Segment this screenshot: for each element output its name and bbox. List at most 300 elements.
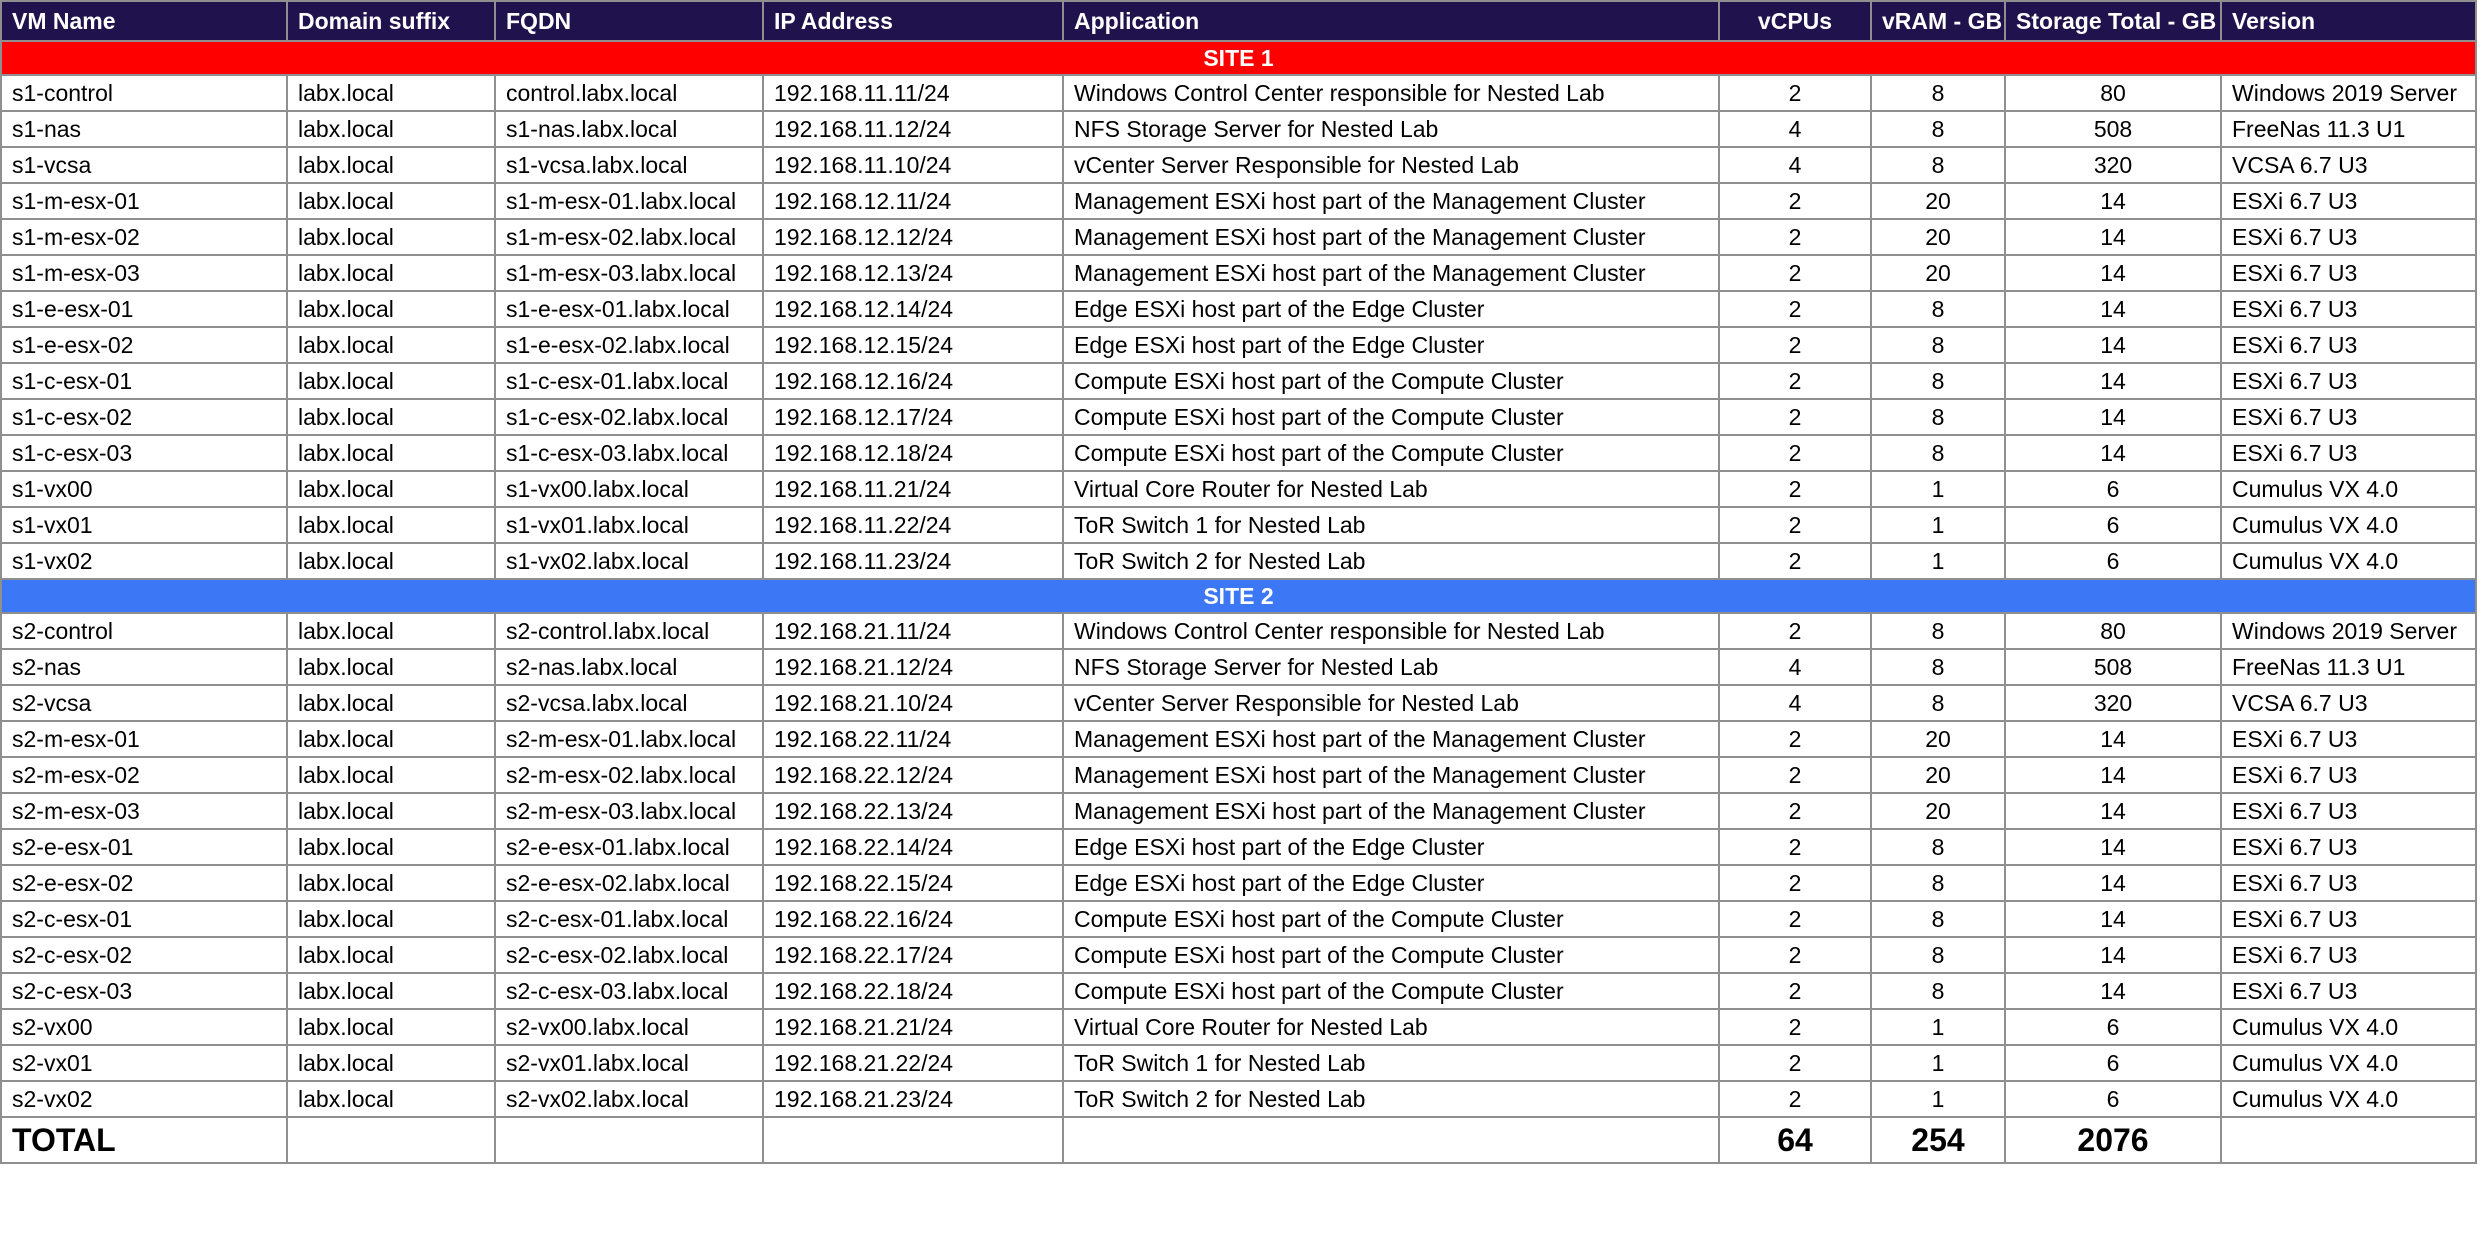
total-empty-cell[interactable] bbox=[495, 1117, 763, 1163]
cell-application[interactable]: Management ESXi host part of the Management Cluster bbox=[1063, 721, 1719, 757]
total-empty-cell[interactable] bbox=[287, 1117, 495, 1163]
cell-vm-name[interactable]: s2-control bbox=[1, 613, 287, 649]
cell-version[interactable]: Cumulus VX 4.0 bbox=[2221, 1081, 2476, 1117]
cell-storage[interactable]: 14 bbox=[2005, 255, 2221, 291]
cell-domain-suffix[interactable]: labx.local bbox=[287, 399, 495, 435]
cell-vm-name[interactable]: s2-c-esx-03 bbox=[1, 973, 287, 1009]
cell-domain-suffix[interactable]: labx.local bbox=[287, 829, 495, 865]
cell-version[interactable]: ESXi 6.7 U3 bbox=[2221, 973, 2476, 1009]
cell-vram[interactable]: 1 bbox=[1871, 543, 2005, 579]
cell-ip-address[interactable]: 192.168.11.23/24 bbox=[763, 543, 1063, 579]
cell-storage[interactable]: 80 bbox=[2005, 613, 2221, 649]
cell-fqdn[interactable]: s1-m-esx-01.labx.local bbox=[495, 183, 763, 219]
cell-domain-suffix[interactable]: labx.local bbox=[287, 901, 495, 937]
cell-vm-name[interactable]: s1-e-esx-01 bbox=[1, 291, 287, 327]
cell-vcpus[interactable]: 2 bbox=[1719, 973, 1871, 1009]
total-label[interactable]: TOTAL bbox=[1, 1117, 287, 1163]
cell-version[interactable]: ESXi 6.7 U3 bbox=[2221, 255, 2476, 291]
cell-storage[interactable]: 14 bbox=[2005, 219, 2221, 255]
cell-domain-suffix[interactable]: labx.local bbox=[287, 685, 495, 721]
col-header-application[interactable]: Application bbox=[1063, 1, 1719, 41]
col-header-storage[interactable]: Storage Total - GB bbox=[2005, 1, 2221, 41]
cell-storage[interactable]: 14 bbox=[2005, 291, 2221, 327]
cell-ip-address[interactable]: 192.168.12.11/24 bbox=[763, 183, 1063, 219]
cell-fqdn[interactable]: s1-m-esx-03.labx.local bbox=[495, 255, 763, 291]
cell-storage[interactable]: 14 bbox=[2005, 901, 2221, 937]
cell-vcpus[interactable]: 2 bbox=[1719, 829, 1871, 865]
cell-domain-suffix[interactable]: labx.local bbox=[287, 363, 495, 399]
cell-domain-suffix[interactable]: labx.local bbox=[287, 75, 495, 111]
cell-version[interactable]: Cumulus VX 4.0 bbox=[2221, 1009, 2476, 1045]
cell-domain-suffix[interactable]: labx.local bbox=[287, 435, 495, 471]
table-row bbox=[1, 111, 2476, 147]
cell-vram[interactable]: 8 bbox=[1871, 901, 2005, 937]
cell-vm-name[interactable]: s1-e-esx-02 bbox=[1, 327, 287, 363]
table-row bbox=[1, 937, 2476, 973]
cell-vram[interactable]: 8 bbox=[1871, 75, 2005, 111]
table-row bbox=[1, 183, 2476, 219]
col-header-fqdn[interactable]: FQDN bbox=[495, 1, 763, 41]
cell-domain-suffix[interactable]: labx.local bbox=[287, 973, 495, 1009]
cell-vm-name[interactable]: s2-e-esx-02 bbox=[1, 865, 287, 901]
cell-vm-name[interactable]: s2-e-esx-01 bbox=[1, 829, 287, 865]
cell-domain-suffix[interactable]: labx.local bbox=[287, 1045, 495, 1081]
cell-ip-address[interactable]: 192.168.12.17/24 bbox=[763, 399, 1063, 435]
cell-domain-suffix[interactable]: labx.local bbox=[287, 111, 495, 147]
total-empty-cell[interactable] bbox=[2221, 1117, 2476, 1163]
cell-ip-address[interactable]: 192.168.21.21/24 bbox=[763, 1009, 1063, 1045]
cell-application[interactable]: Compute ESXi host part of the Compute Cluster bbox=[1063, 435, 1719, 471]
cell-vcpus[interactable]: 4 bbox=[1719, 685, 1871, 721]
cell-fqdn[interactable]: s1-nas.labx.local bbox=[495, 111, 763, 147]
col-header-vm-name[interactable]: VM Name bbox=[1, 1, 287, 41]
cell-version[interactable]: FreeNas 11.3 U1 bbox=[2221, 111, 2476, 147]
cell-vram[interactable]: 20 bbox=[1871, 219, 2005, 255]
cell-version[interactable]: ESXi 6.7 U3 bbox=[2221, 327, 2476, 363]
cell-version[interactable]: ESXi 6.7 U3 bbox=[2221, 865, 2476, 901]
cell-vm-name[interactable]: s2-m-esx-01 bbox=[1, 721, 287, 757]
cell-application[interactable]: Windows Control Center responsible for Nested Lab bbox=[1063, 75, 1719, 111]
table-row bbox=[1, 829, 2476, 865]
cell-vcpus[interactable]: 2 bbox=[1719, 471, 1871, 507]
cell-fqdn[interactable]: s2-c-esx-01.labx.local bbox=[495, 901, 763, 937]
cell-version[interactable]: VCSA 6.7 U3 bbox=[2221, 147, 2476, 183]
cell-vm-name[interactable]: s2-m-esx-02 bbox=[1, 757, 287, 793]
cell-fqdn[interactable]: s2-m-esx-03.labx.local bbox=[495, 793, 763, 829]
cell-version[interactable]: ESXi 6.7 U3 bbox=[2221, 721, 2476, 757]
cell-vcpus[interactable]: 2 bbox=[1719, 291, 1871, 327]
cell-vcpus[interactable]: 2 bbox=[1719, 327, 1871, 363]
cell-domain-suffix[interactable]: labx.local bbox=[287, 471, 495, 507]
site-banner-row bbox=[1, 579, 2476, 613]
cell-vm-name[interactable]: s2-c-esx-01 bbox=[1, 901, 287, 937]
cell-vm-name[interactable]: s2-nas bbox=[1, 649, 287, 685]
cell-application[interactable]: Windows Control Center responsible for Nested Lab bbox=[1063, 613, 1719, 649]
cell-ip-address[interactable]: 192.168.12.15/24 bbox=[763, 327, 1063, 363]
cell-vcpus[interactable]: 2 bbox=[1719, 613, 1871, 649]
cell-domain-suffix[interactable]: labx.local bbox=[287, 937, 495, 973]
cell-application[interactable]: ToR Switch 1 for Nested Lab bbox=[1063, 1045, 1719, 1081]
cell-vm-name[interactable]: s1-vcsa bbox=[1, 147, 287, 183]
cell-storage[interactable]: 6 bbox=[2005, 543, 2221, 579]
cell-domain-suffix[interactable]: labx.local bbox=[287, 865, 495, 901]
cell-fqdn[interactable]: s2-e-esx-02.labx.local bbox=[495, 865, 763, 901]
cell-vm-name[interactable]: s1-vx02 bbox=[1, 543, 287, 579]
cell-vm-name[interactable]: s2-c-esx-02 bbox=[1, 937, 287, 973]
cell-vcpus[interactable]: 2 bbox=[1719, 937, 1871, 973]
cell-storage[interactable]: 14 bbox=[2005, 435, 2221, 471]
cell-application[interactable]: Edge ESXi host part of the Edge Cluster bbox=[1063, 829, 1719, 865]
cell-version[interactable]: Cumulus VX 4.0 bbox=[2221, 1045, 2476, 1081]
cell-version[interactable]: ESXi 6.7 U3 bbox=[2221, 435, 2476, 471]
table-row bbox=[1, 255, 2476, 291]
cell-fqdn[interactable]: s1-e-esx-02.labx.local bbox=[495, 327, 763, 363]
cell-application[interactable]: NFS Storage Server for Nested Lab bbox=[1063, 111, 1719, 147]
cell-fqdn[interactable]: s2-control.labx.local bbox=[495, 613, 763, 649]
cell-storage[interactable]: 14 bbox=[2005, 973, 2221, 1009]
table-row bbox=[1, 649, 2476, 685]
cell-vm-name[interactable]: s1-nas bbox=[1, 111, 287, 147]
col-header-ip-address[interactable]: IP Address bbox=[763, 1, 1063, 41]
cell-vram[interactable]: 1 bbox=[1871, 507, 2005, 543]
cell-application[interactable]: Management ESXi host part of the Management Cluster bbox=[1063, 757, 1719, 793]
cell-vcpus[interactable]: 2 bbox=[1719, 75, 1871, 111]
table-row bbox=[1, 757, 2476, 793]
cell-vm-name[interactable]: s1-c-esx-02 bbox=[1, 399, 287, 435]
cell-domain-suffix[interactable]: labx.local bbox=[287, 255, 495, 291]
cell-application[interactable]: Edge ESXi host part of the Edge Cluster bbox=[1063, 865, 1719, 901]
cell-application[interactable]: ToR Switch 2 for Nested Lab bbox=[1063, 543, 1719, 579]
cell-storage[interactable]: 6 bbox=[2005, 1009, 2221, 1045]
cell-application[interactable]: Management ESXi host part of the Management Cluster bbox=[1063, 255, 1719, 291]
cell-storage[interactable]: 6 bbox=[2005, 471, 2221, 507]
cell-application[interactable]: Compute ESXi host part of the Compute Cluster bbox=[1063, 901, 1719, 937]
cell-application[interactable]: Virtual Core Router for Nested Lab bbox=[1063, 1009, 1719, 1045]
header-row bbox=[1, 1, 2476, 41]
cell-vram[interactable]: 8 bbox=[1871, 435, 2005, 471]
cell-vram[interactable]: 8 bbox=[1871, 829, 2005, 865]
cell-vm-name[interactable]: s1-m-esx-01 bbox=[1, 183, 287, 219]
cell-vram[interactable]: 8 bbox=[1871, 399, 2005, 435]
cell-domain-suffix[interactable]: labx.local bbox=[287, 721, 495, 757]
cell-version[interactable]: Cumulus VX 4.0 bbox=[2221, 543, 2476, 579]
cell-ip-address[interactable]: 192.168.21.10/24 bbox=[763, 685, 1063, 721]
cell-vram[interactable]: 20 bbox=[1871, 757, 2005, 793]
cell-vram[interactable]: 8 bbox=[1871, 613, 2005, 649]
cell-fqdn[interactable]: s1-e-esx-01.labx.local bbox=[495, 291, 763, 327]
cell-vram[interactable]: 20 bbox=[1871, 183, 2005, 219]
cell-domain-suffix[interactable]: labx.local bbox=[287, 793, 495, 829]
cell-vcpus[interactable]: 2 bbox=[1719, 219, 1871, 255]
cell-version[interactable]: ESXi 6.7 U3 bbox=[2221, 937, 2476, 973]
cell-storage[interactable]: 6 bbox=[2005, 507, 2221, 543]
cell-vram[interactable]: 8 bbox=[1871, 865, 2005, 901]
cell-fqdn[interactable]: s2-m-esx-01.labx.local bbox=[495, 721, 763, 757]
cell-domain-suffix[interactable]: labx.local bbox=[287, 1081, 495, 1117]
cell-storage[interactable]: 14 bbox=[2005, 399, 2221, 435]
cell-vcpus[interactable]: 2 bbox=[1719, 901, 1871, 937]
table-row bbox=[1, 75, 2476, 111]
cell-domain-suffix[interactable]: labx.local bbox=[287, 613, 495, 649]
table-row bbox=[1, 327, 2476, 363]
cell-vram[interactable]: 8 bbox=[1871, 685, 2005, 721]
cell-vm-name[interactable]: s2-vx00 bbox=[1, 1009, 287, 1045]
table-row bbox=[1, 399, 2476, 435]
cell-fqdn[interactable]: s1-vcsa.labx.local bbox=[495, 147, 763, 183]
cell-vcpus[interactable]: 2 bbox=[1719, 183, 1871, 219]
table-row bbox=[1, 973, 2476, 1009]
site-banner[interactable]: SITE 1 bbox=[1, 41, 2476, 75]
table-row bbox=[1, 291, 2476, 327]
cell-ip-address[interactable]: 192.168.11.12/24 bbox=[763, 111, 1063, 147]
cell-vm-name[interactable]: s1-vx00 bbox=[1, 471, 287, 507]
cell-ip-address[interactable]: 192.168.11.22/24 bbox=[763, 507, 1063, 543]
cell-vcpus[interactable]: 4 bbox=[1719, 111, 1871, 147]
cell-vcpus[interactable]: 2 bbox=[1719, 255, 1871, 291]
cell-vram[interactable]: 8 bbox=[1871, 147, 2005, 183]
cell-domain-suffix[interactable]: labx.local bbox=[287, 291, 495, 327]
cell-domain-suffix[interactable]: labx.local bbox=[287, 543, 495, 579]
table-row bbox=[1, 793, 2476, 829]
cell-ip-address[interactable]: 192.168.12.13/24 bbox=[763, 255, 1063, 291]
cell-vcpus[interactable]: 2 bbox=[1719, 363, 1871, 399]
cell-vm-name[interactable]: s1-m-esx-02 bbox=[1, 219, 287, 255]
cell-application[interactable]: Compute ESXi host part of the Compute Cluster bbox=[1063, 399, 1719, 435]
cell-vram[interactable]: 8 bbox=[1871, 327, 2005, 363]
table-row bbox=[1, 507, 2476, 543]
cell-application[interactable]: vCenter Server Responsible for Nested Lab bbox=[1063, 147, 1719, 183]
cell-application[interactable]: Virtual Core Router for Nested Lab bbox=[1063, 471, 1719, 507]
cell-storage[interactable]: 320 bbox=[2005, 147, 2221, 183]
cell-vm-name[interactable]: s1-m-esx-03 bbox=[1, 255, 287, 291]
cell-version[interactable]: ESXi 6.7 U3 bbox=[2221, 363, 2476, 399]
cell-fqdn[interactable]: s2-c-esx-02.labx.local bbox=[495, 937, 763, 973]
cell-fqdn[interactable]: s2-c-esx-03.labx.local bbox=[495, 973, 763, 1009]
cell-vm-name[interactable]: s1-c-esx-03 bbox=[1, 435, 287, 471]
cell-vm-name[interactable]: s1-c-esx-01 bbox=[1, 363, 287, 399]
cell-storage[interactable]: 6 bbox=[2005, 1081, 2221, 1117]
cell-vcpus[interactable]: 2 bbox=[1719, 543, 1871, 579]
cell-vcpus[interactable]: 2 bbox=[1719, 721, 1871, 757]
cell-storage[interactable]: 14 bbox=[2005, 865, 2221, 901]
cell-ip-address[interactable]: 192.168.12.18/24 bbox=[763, 435, 1063, 471]
cell-ip-address[interactable]: 192.168.22.14/24 bbox=[763, 829, 1063, 865]
cell-application[interactable]: Management ESXi host part of the Management Cluster bbox=[1063, 793, 1719, 829]
cell-fqdn[interactable]: s1-c-esx-01.labx.local bbox=[495, 363, 763, 399]
cell-version[interactable]: Cumulus VX 4.0 bbox=[2221, 507, 2476, 543]
cell-storage[interactable]: 14 bbox=[2005, 363, 2221, 399]
cell-fqdn[interactable]: control.labx.local bbox=[495, 75, 763, 111]
cell-version[interactable]: FreeNas 11.3 U1 bbox=[2221, 649, 2476, 685]
cell-application[interactable]: Edge ESXi host part of the Edge Cluster bbox=[1063, 327, 1719, 363]
table-row bbox=[1, 543, 2476, 579]
cell-version[interactable]: ESXi 6.7 U3 bbox=[2221, 901, 2476, 937]
cell-ip-address[interactable]: 192.168.22.17/24 bbox=[763, 937, 1063, 973]
cell-vcpus[interactable]: 2 bbox=[1719, 757, 1871, 793]
cell-vcpus[interactable]: 2 bbox=[1719, 399, 1871, 435]
cell-version[interactable]: ESXi 6.7 U3 bbox=[2221, 183, 2476, 219]
cell-domain-suffix[interactable]: labx.local bbox=[287, 507, 495, 543]
cell-vcpus[interactable]: 2 bbox=[1719, 1045, 1871, 1081]
cell-domain-suffix[interactable]: labx.local bbox=[287, 327, 495, 363]
col-header-vcpus[interactable]: vCPUs bbox=[1719, 1, 1871, 41]
cell-vram[interactable]: 20 bbox=[1871, 793, 2005, 829]
cell-ip-address[interactable]: 192.168.21.12/24 bbox=[763, 649, 1063, 685]
cell-vram[interactable]: 20 bbox=[1871, 721, 2005, 757]
cell-vcpus[interactable]: 2 bbox=[1719, 865, 1871, 901]
cell-domain-suffix[interactable]: labx.local bbox=[287, 147, 495, 183]
total-empty-cell[interactable] bbox=[763, 1117, 1063, 1163]
cell-version[interactable]: ESXi 6.7 U3 bbox=[2221, 829, 2476, 865]
cell-storage[interactable]: 14 bbox=[2005, 327, 2221, 363]
table-row bbox=[1, 685, 2476, 721]
total-vram[interactable]: 254 bbox=[1871, 1117, 2005, 1163]
cell-application[interactable]: Compute ESXi host part of the Compute Cluster bbox=[1063, 363, 1719, 399]
cell-domain-suffix[interactable]: labx.local bbox=[287, 649, 495, 685]
table-row bbox=[1, 865, 2476, 901]
cell-version[interactable]: Windows 2019 Server bbox=[2221, 613, 2476, 649]
cell-domain-suffix[interactable]: labx.local bbox=[287, 1009, 495, 1045]
site-banner-row bbox=[1, 41, 2476, 75]
cell-version[interactable]: ESXi 6.7 U3 bbox=[2221, 219, 2476, 255]
cell-ip-address[interactable]: 192.168.11.10/24 bbox=[763, 147, 1063, 183]
cell-application[interactable]: Management ESXi host part of the Management Cluster bbox=[1063, 219, 1719, 255]
total-vcpus[interactable]: 64 bbox=[1719, 1117, 1871, 1163]
cell-fqdn[interactable]: s2-nas.labx.local bbox=[495, 649, 763, 685]
cell-version[interactable]: ESXi 6.7 U3 bbox=[2221, 757, 2476, 793]
cell-application[interactable]: vCenter Server Responsible for Nested Lab bbox=[1063, 685, 1719, 721]
table-row bbox=[1, 471, 2476, 507]
cell-fqdn[interactable]: s2-vx00.labx.local bbox=[495, 1009, 763, 1045]
cell-ip-address[interactable]: 192.168.21.23/24 bbox=[763, 1081, 1063, 1117]
cell-ip-address[interactable]: 192.168.21.11/24 bbox=[763, 613, 1063, 649]
cell-ip-address[interactable]: 192.168.22.18/24 bbox=[763, 973, 1063, 1009]
cell-vram[interactable]: 8 bbox=[1871, 291, 2005, 327]
cell-ip-address[interactable]: 192.168.12.14/24 bbox=[763, 291, 1063, 327]
cell-storage[interactable]: 6 bbox=[2005, 1045, 2221, 1081]
cell-vram[interactable]: 1 bbox=[1871, 1081, 2005, 1117]
cell-vcpus[interactable]: 2 bbox=[1719, 1081, 1871, 1117]
cell-vcpus[interactable]: 4 bbox=[1719, 147, 1871, 183]
cell-domain-suffix[interactable]: labx.local bbox=[287, 219, 495, 255]
cell-ip-address[interactable]: 192.168.22.11/24 bbox=[763, 721, 1063, 757]
table-row bbox=[1, 721, 2476, 757]
cell-application[interactable]: Edge ESXi host part of the Edge Cluster bbox=[1063, 291, 1719, 327]
site-banner[interactable]: SITE 2 bbox=[1, 579, 2476, 613]
cell-ip-address[interactable]: 192.168.12.12/24 bbox=[763, 219, 1063, 255]
cell-application[interactable]: NFS Storage Server for Nested Lab bbox=[1063, 649, 1719, 685]
cell-application[interactable]: ToR Switch 2 for Nested Lab bbox=[1063, 1081, 1719, 1117]
cell-vram[interactable]: 8 bbox=[1871, 937, 2005, 973]
total-storage[interactable]: 2076 bbox=[2005, 1117, 2221, 1163]
col-header-domain-suffix[interactable]: Domain suffix bbox=[287, 1, 495, 41]
cell-fqdn[interactable]: s2-e-esx-01.labx.local bbox=[495, 829, 763, 865]
col-header-vram[interactable]: vRAM - GB bbox=[1871, 1, 2005, 41]
cell-storage[interactable]: 14 bbox=[2005, 183, 2221, 219]
table-row bbox=[1, 363, 2476, 399]
cell-vram[interactable]: 8 bbox=[1871, 649, 2005, 685]
cell-fqdn[interactable]: s1-c-esx-03.labx.local bbox=[495, 435, 763, 471]
cell-fqdn[interactable]: s1-m-esx-02.labx.local bbox=[495, 219, 763, 255]
cell-application[interactable]: Management ESXi host part of the Management Cluster bbox=[1063, 183, 1719, 219]
table-row bbox=[1, 1081, 2476, 1117]
cell-ip-address[interactable]: 192.168.22.15/24 bbox=[763, 865, 1063, 901]
cell-storage[interactable]: 14 bbox=[2005, 757, 2221, 793]
cell-ip-address[interactable]: 192.168.12.16/24 bbox=[763, 363, 1063, 399]
table-body bbox=[1, 41, 2476, 1117]
cell-fqdn[interactable]: s1-vx00.labx.local bbox=[495, 471, 763, 507]
cell-fqdn[interactable]: s1-vx01.labx.local bbox=[495, 507, 763, 543]
cell-vram[interactable]: 1 bbox=[1871, 1009, 2005, 1045]
cell-domain-suffix[interactable]: labx.local bbox=[287, 183, 495, 219]
cell-storage[interactable]: 320 bbox=[2005, 685, 2221, 721]
cell-vcpus[interactable]: 2 bbox=[1719, 793, 1871, 829]
cell-version[interactable]: ESXi 6.7 U3 bbox=[2221, 291, 2476, 327]
cell-application[interactable]: Compute ESXi host part of the Compute Cluster bbox=[1063, 973, 1719, 1009]
cell-vm-name[interactable]: s2-vx02 bbox=[1, 1081, 287, 1117]
cell-version[interactable]: Windows 2019 Server bbox=[2221, 75, 2476, 111]
table-row bbox=[1, 1045, 2476, 1081]
cell-storage[interactable]: 14 bbox=[2005, 721, 2221, 757]
cell-version[interactable]: VCSA 6.7 U3 bbox=[2221, 685, 2476, 721]
cell-fqdn[interactable]: s2-vcsa.labx.local bbox=[495, 685, 763, 721]
cell-vcpus[interactable]: 4 bbox=[1719, 649, 1871, 685]
cell-ip-address[interactable]: 192.168.11.11/24 bbox=[763, 75, 1063, 111]
cell-vm-name[interactable]: s1-vx01 bbox=[1, 507, 287, 543]
cell-storage[interactable]: 508 bbox=[2005, 649, 2221, 685]
cell-application[interactable]: Compute ESXi host part of the Compute Cluster bbox=[1063, 937, 1719, 973]
cell-vram[interactable]: 8 bbox=[1871, 111, 2005, 147]
cell-fqdn[interactable]: s2-vx01.labx.local bbox=[495, 1045, 763, 1081]
cell-fqdn[interactable]: s2-vx02.labx.local bbox=[495, 1081, 763, 1117]
cell-ip-address[interactable]: 192.168.11.21/24 bbox=[763, 471, 1063, 507]
cell-ip-address[interactable]: 192.168.22.16/24 bbox=[763, 901, 1063, 937]
cell-version[interactable]: ESXi 6.7 U3 bbox=[2221, 793, 2476, 829]
cell-vram[interactable]: 8 bbox=[1871, 973, 2005, 1009]
cell-storage[interactable]: 14 bbox=[2005, 793, 2221, 829]
cell-ip-address[interactable]: 192.168.22.12/24 bbox=[763, 757, 1063, 793]
total-empty-cell[interactable] bbox=[1063, 1117, 1719, 1163]
cell-vm-name[interactable]: s2-m-esx-03 bbox=[1, 793, 287, 829]
cell-application[interactable]: ToR Switch 1 for Nested Lab bbox=[1063, 507, 1719, 543]
cell-vcpus[interactable]: 2 bbox=[1719, 1009, 1871, 1045]
cell-domain-suffix[interactable]: labx.local bbox=[287, 757, 495, 793]
cell-vram[interactable]: 8 bbox=[1871, 363, 2005, 399]
table-row bbox=[1, 219, 2476, 255]
cell-vcpus[interactable]: 2 bbox=[1719, 507, 1871, 543]
table-row bbox=[1, 901, 2476, 937]
cell-vm-name[interactable]: s1-control bbox=[1, 75, 287, 111]
cell-fqdn[interactable]: s2-m-esx-02.labx.local bbox=[495, 757, 763, 793]
cell-vram[interactable]: 20 bbox=[1871, 255, 2005, 291]
cell-fqdn[interactable]: s1-vx02.labx.local bbox=[495, 543, 763, 579]
cell-fqdn[interactable]: s1-c-esx-02.labx.local bbox=[495, 399, 763, 435]
col-header-version[interactable]: Version bbox=[2221, 1, 2476, 41]
cell-storage[interactable]: 14 bbox=[2005, 829, 2221, 865]
cell-ip-address[interactable]: 192.168.21.22/24 bbox=[763, 1045, 1063, 1081]
cell-version[interactable]: ESXi 6.7 U3 bbox=[2221, 399, 2476, 435]
cell-version[interactable]: Cumulus VX 4.0 bbox=[2221, 471, 2476, 507]
cell-vm-name[interactable]: s2-vcsa bbox=[1, 685, 287, 721]
cell-ip-address[interactable]: 192.168.22.13/24 bbox=[763, 793, 1063, 829]
cell-storage[interactable]: 80 bbox=[2005, 75, 2221, 111]
cell-storage[interactable]: 508 bbox=[2005, 111, 2221, 147]
cell-vcpus[interactable]: 2 bbox=[1719, 435, 1871, 471]
cell-vram[interactable]: 1 bbox=[1871, 1045, 2005, 1081]
cell-storage[interactable]: 14 bbox=[2005, 937, 2221, 973]
cell-vm-name[interactable]: s2-vx01 bbox=[1, 1045, 287, 1081]
cell-vram[interactable]: 1 bbox=[1871, 471, 2005, 507]
